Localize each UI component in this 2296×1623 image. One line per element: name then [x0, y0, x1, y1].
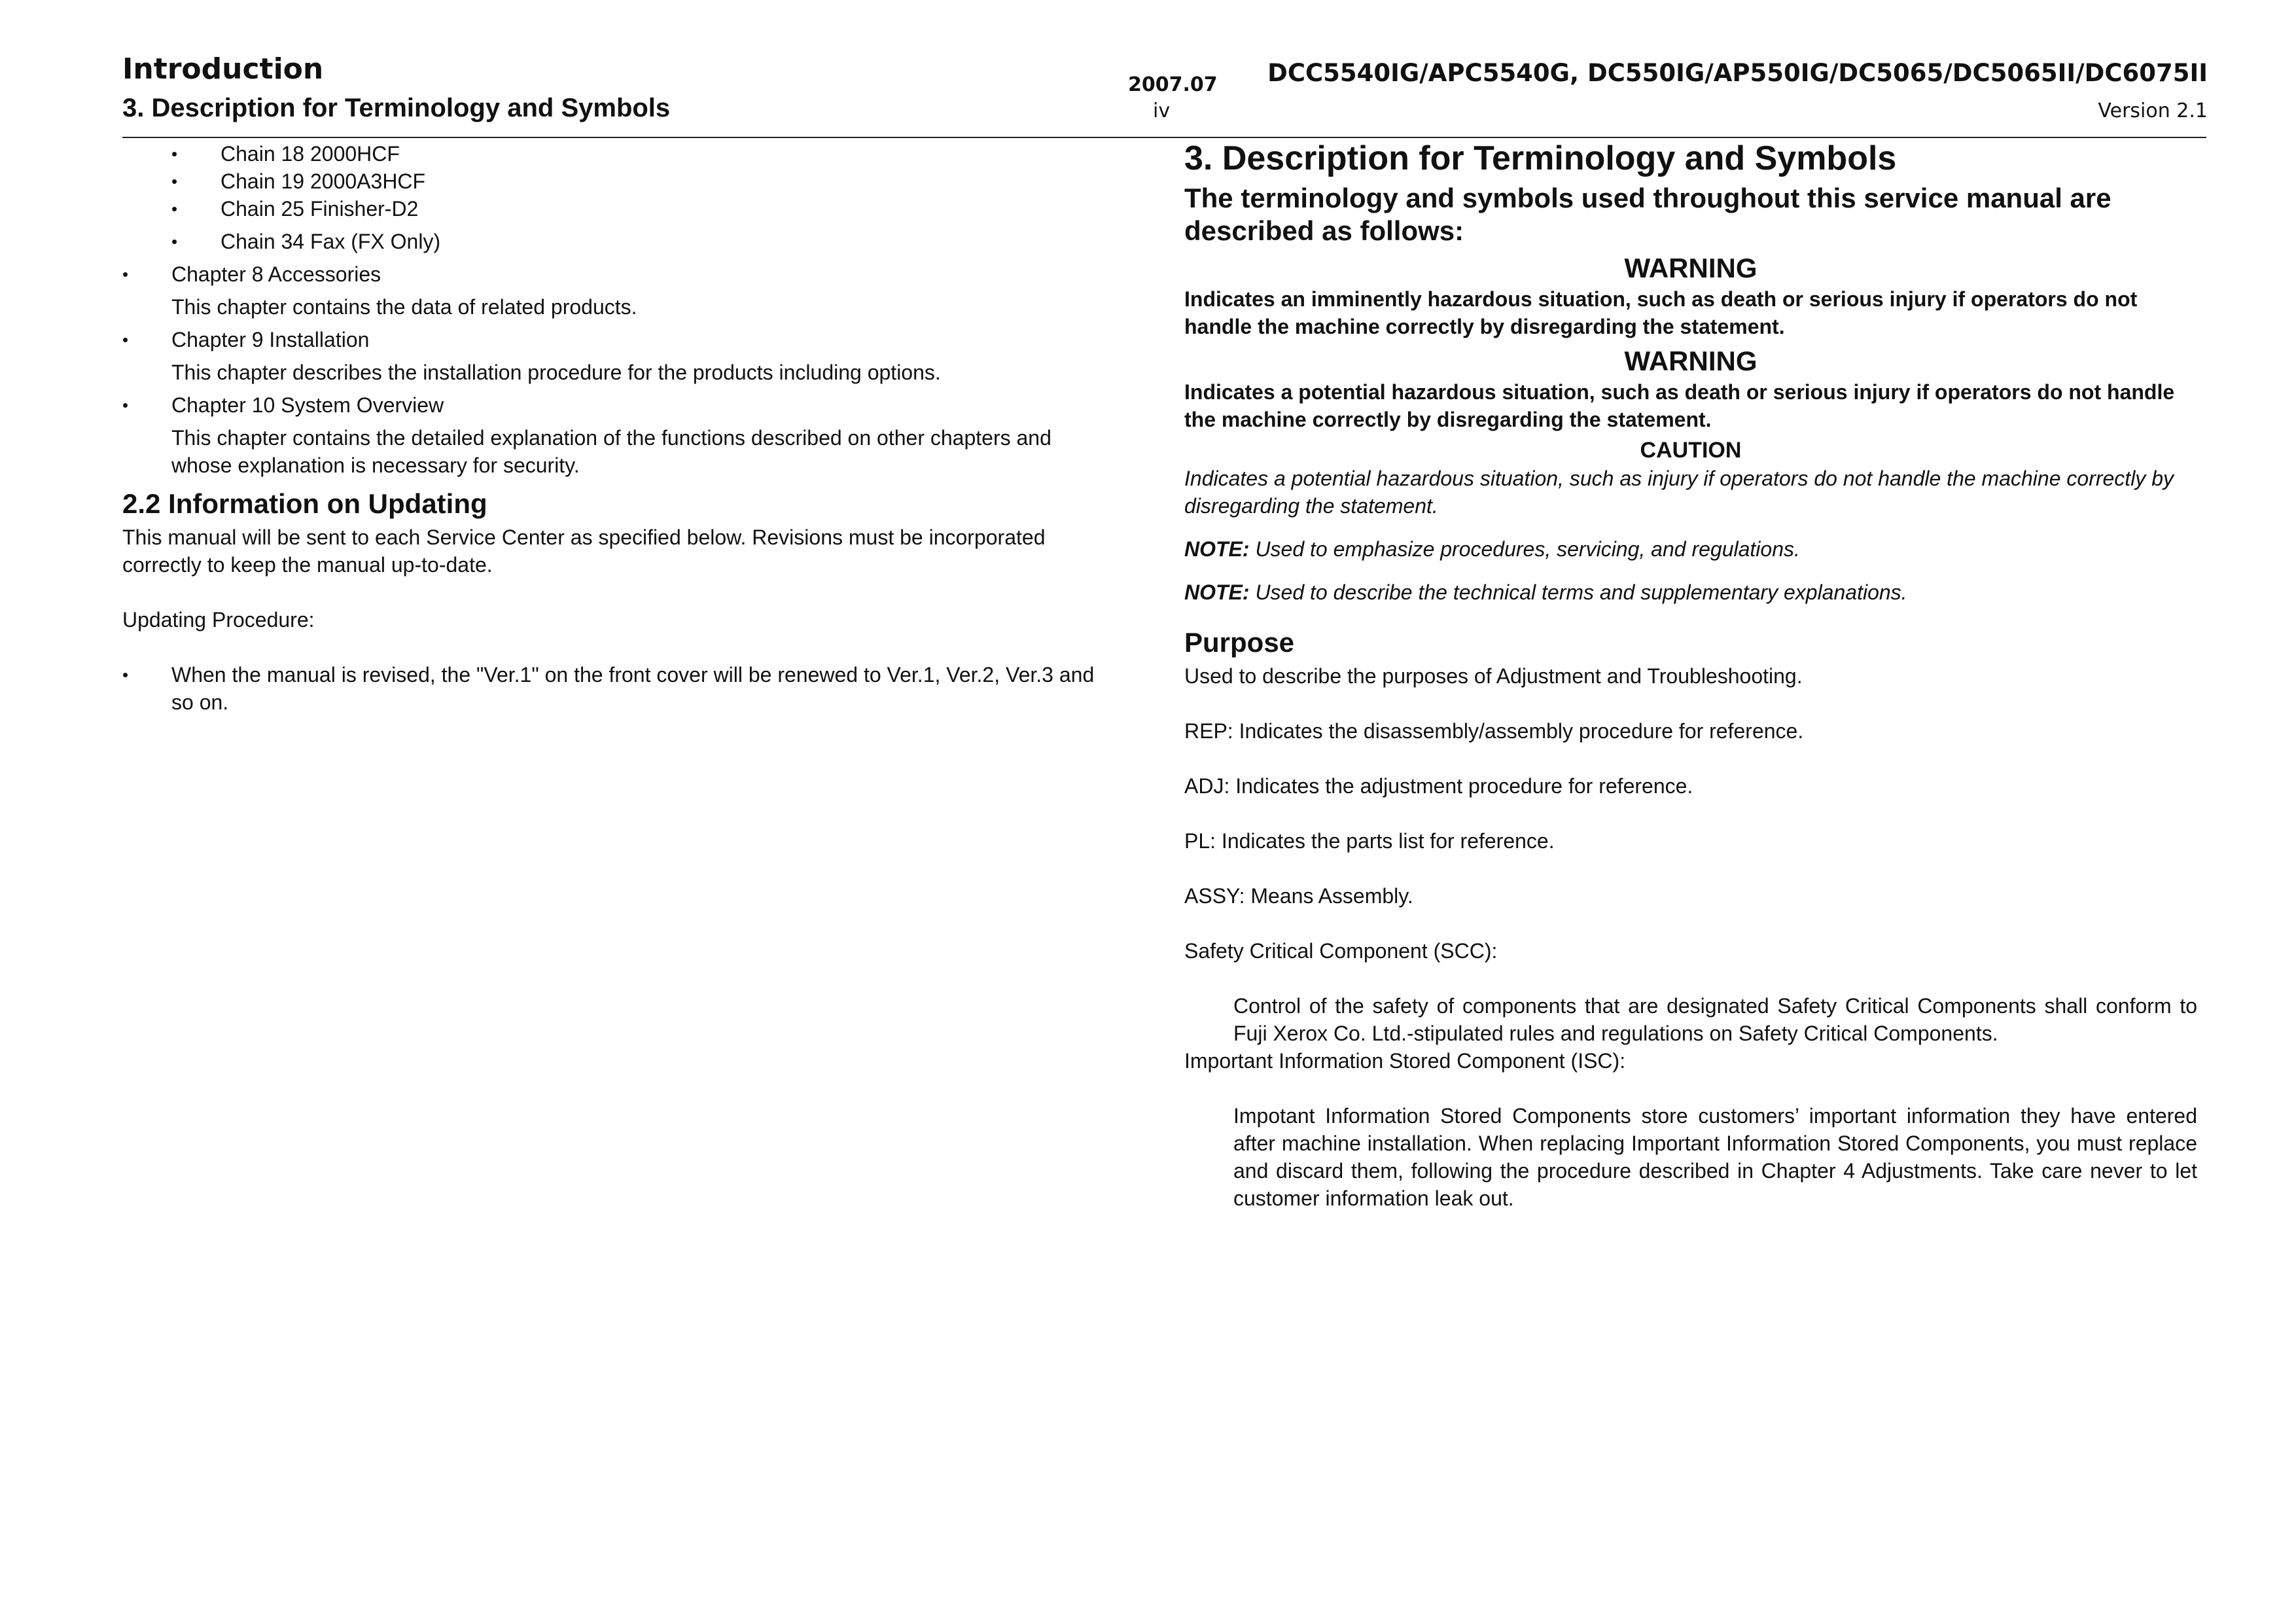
- term-rep: REP: Indicates the disassembly/assembly procedure for reference.: [1184, 719, 1804, 743]
- warning-text: Indicates a potential hazardous situation, such as death or serious injury if operators do not handle the machine correctly by disregarding the statement.: [1184, 380, 2175, 431]
- scc-label: Safety Critical Component (SCC):: [1184, 939, 1498, 963]
- note-label: NOTE:: [1184, 537, 1250, 561]
- bullet-icon: •: [171, 171, 178, 191]
- note-label: NOTE:: [1184, 580, 1250, 604]
- procedure-item: When the manual is revised, the "Ver.1" on the front cover will be renewed to Ver.1, Ver.2, Ver.3 and so on.: [171, 663, 1095, 714]
- term-pl: PL: Indicates the parts list for reference.: [1184, 829, 1555, 853]
- caution-text: Indicates a potential hazardous situation, such as injury if operators do not handle the machine correctly by disregarding the statement.: [1184, 467, 2174, 518]
- bullet-icon: •: [171, 144, 178, 164]
- updating-paragraph: This manual will be sent to each Service Center as specified below. Revisions must be incorporated correctly to keep the manual up-to-date.: [122, 526, 1046, 577]
- list-item: [122, 168, 1104, 195]
- chain-item: Chain 34 Fax (FX Only): [221, 230, 441, 253]
- warning-title: WARNING: [1624, 346, 1757, 376]
- bullet-icon: •: [122, 665, 129, 685]
- list-item: [122, 260, 1104, 288]
- isc-label: Important Information Stored Component (ISC):: [1184, 1049, 1626, 1073]
- scc-text: Control of the safety of components that are designated Safety Critical Components shall conform to Fuji Xerox Co. Ltd.-stipulated rules and regulations on Safety Critical Components.: [1233, 994, 2197, 1045]
- chapter-description: This chapter describes the installation procedure for the products including options.: [171, 361, 941, 384]
- chapter-description: This chapter contains the data of related products.: [171, 295, 637, 319]
- note-text: Used to emphasize procedures, servicing, and regulations.: [1249, 537, 1800, 561]
- warning-title: WARNING: [1624, 253, 1757, 283]
- procedure-label: Updating Procedure:: [122, 608, 315, 632]
- purpose-text: Used to describe the purposes of Adjustment and Troubleshooting.: [1184, 664, 1803, 688]
- list-item: [122, 326, 1104, 353]
- caution-title: CAUTION: [1640, 438, 1742, 463]
- list-item: [122, 391, 1104, 419]
- header-version: Version 2.1: [2098, 99, 2208, 122]
- bullet-icon: •: [122, 264, 129, 284]
- chapter-title: Chapter 10 System Overview: [171, 393, 444, 417]
- isc-text: Impotant Information Stored Components store customers’ important information they have entered after machine installation. When replacing Important Information Stored Components, you must replace and discard them, following the procedure described in Chapter 4 Adjustments. Take care never to let customer information leak out.: [1233, 1104, 2197, 1210]
- note-text: Used to describe the technical terms and supplementary explanations.: [1249, 580, 1907, 604]
- warning-text: Indicates an imminently hazardous situation, such as death or serious injury if operators do not handle the machine correctly by disregarding the statement.: [1184, 287, 2138, 338]
- chapter-title: Chapter 8 Accessories: [171, 262, 381, 286]
- header-page-number: iv: [1153, 99, 1171, 122]
- chapter-title: Chapter 9 Installation: [171, 328, 370, 351]
- bullet-icon: •: [122, 395, 129, 415]
- header-date: 2007.07: [1128, 73, 1218, 96]
- purpose-heading: Purpose: [1184, 627, 1295, 658]
- note-1: [1184, 535, 2197, 563]
- chain-item: Chain 19 2000A3HCF: [221, 169, 426, 193]
- header-section-title: Introduction: [122, 52, 324, 86]
- header-subtitle: 3. Description for Terminology and Symbols: [122, 94, 671, 122]
- list-item: [122, 140, 1104, 168]
- bullet-icon: •: [171, 199, 178, 219]
- note-2: [1184, 579, 2197, 606]
- right-column: [1184, 137, 2197, 1212]
- left-column: [122, 140, 1104, 716]
- chain-item: Chain 25 Finisher-D2: [221, 197, 419, 221]
- chapter-description: This chapter contains the detailed explanation of the functions described on other chapters and whose explanation is necessary for security.: [171, 426, 1051, 477]
- term-assy: ASSY: Means Assembly.: [1184, 884, 1413, 908]
- list-item: [122, 228, 1104, 255]
- list-item: [122, 195, 1104, 223]
- page-title: 3. Description for Terminology and Symbols: [1184, 139, 1897, 177]
- lead-text: The terminology and symbols used throughout this service manual are described as follows:: [1184, 183, 2111, 246]
- list-item: [122, 661, 1104, 716]
- term-adj: ADJ: Indicates the adjustment procedure for reference.: [1184, 774, 1693, 798]
- section-heading-updating: 2.2 Information on Updating: [122, 488, 487, 519]
- bullet-icon: •: [171, 232, 178, 251]
- bullet-icon: •: [122, 330, 129, 349]
- chain-item: Chain 18 2000HCF: [221, 142, 400, 166]
- header-models: DCC5540IG/APC5540G, DC550IG/AP550IG/DC5065/DC5065II/DC6075II: [1267, 59, 2208, 87]
